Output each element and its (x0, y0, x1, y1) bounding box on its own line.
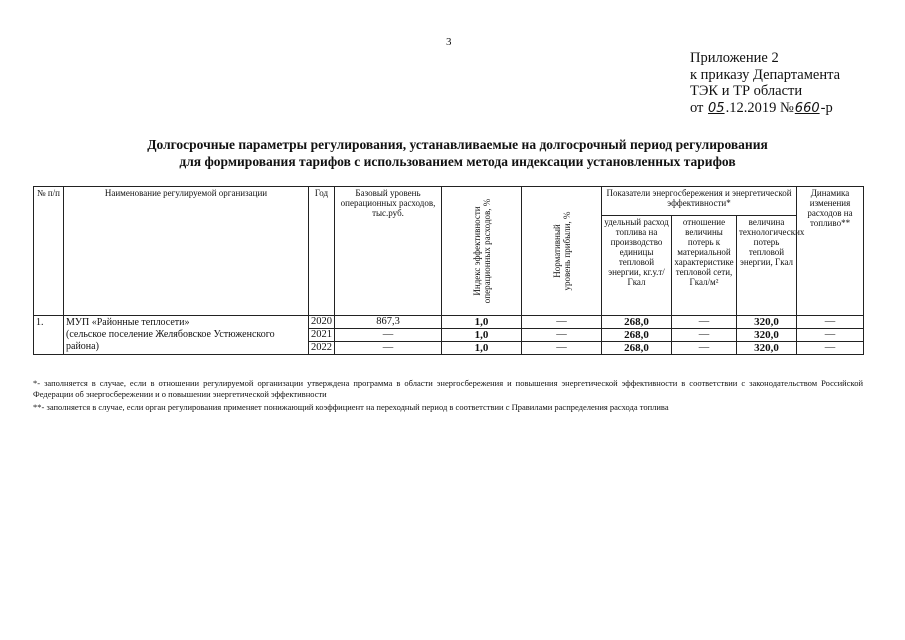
appendix-block (690, 50, 840, 117)
page-number: 3 (446, 36, 452, 48)
header-fuel: удельный расход топлива на производство единицы тепловой энергии, кг.у.т/Гкал (602, 216, 672, 316)
row-year: 2022 (309, 342, 335, 355)
row-fuel: 268,0 (602, 342, 672, 355)
row-index: 1,0 (442, 342, 522, 355)
order-number: 660 (794, 100, 820, 116)
header-base: Базовый уровень операционных расходов, тыс.руб. (335, 187, 442, 316)
header-index-line-2: операционных расходов, % (481, 198, 492, 304)
appendix-line-1: Приложение 2 (690, 50, 779, 66)
row-losses: 320,0 (737, 329, 797, 342)
appendix-date-line (690, 100, 840, 118)
header-ratio: отношение величины потерь к материальной характеристике тепловой сети, Гкал/м² (672, 216, 737, 316)
org-cell (64, 316, 309, 355)
row-num: 1. (34, 316, 64, 355)
row-dynamics: — (797, 316, 864, 329)
date-prefix: от (690, 99, 704, 116)
row-base: — (335, 329, 442, 342)
appendix-line-3: ТЭК и ТР области (690, 83, 803, 99)
row-base: 867,3 (335, 316, 442, 329)
row-year: 2021 (309, 329, 335, 342)
row-ratio: — (672, 329, 737, 342)
row-index: 1,0 (442, 316, 522, 329)
row-dynamics: — (797, 342, 864, 355)
row-profit: — (522, 329, 602, 342)
org-subtitle: (сельское поселение Желябовское Устюженского района) (66, 329, 275, 352)
footnote-2: **- заполняется в случае, если орган регулирования применяет понижающий коэффициент на переходный период в соответствии с Правилами распределения расхода топлива (33, 402, 669, 412)
date-day: 05 (708, 100, 725, 116)
row-base: — (335, 342, 442, 355)
header-row-1 (34, 187, 864, 216)
title-line-2: для формирования тарифов с использованием метода индексации установленных тарифов (179, 154, 736, 169)
header-dynamics: Динамика изменения расходов на топливо** (797, 187, 864, 316)
row-index: 1,0 (442, 329, 522, 342)
row-year: 2020 (309, 316, 335, 329)
header-profit (522, 187, 602, 316)
row-dynamics: — (797, 329, 864, 342)
row-fuel: 268,0 (602, 329, 672, 342)
row-losses: 320,0 (737, 342, 797, 355)
header-org: Наименование регулируемой организации (64, 187, 309, 316)
title-line-1: Долгосрочные параметры регулирования, устанавливаемые на долгосрочный период регулирования (147, 137, 768, 152)
row-losses: 320,0 (737, 316, 797, 329)
header-losses: величина технологических потерь тепловой энергии, Гкал (737, 216, 797, 316)
parameters-table (33, 186, 864, 355)
date-rest: .12.2019 № (725, 99, 794, 116)
table-row (34, 316, 864, 329)
row-profit: — (522, 342, 602, 355)
header-profit-line-2: уровень прибыли, % (561, 211, 572, 291)
row-fuel: 268,0 (602, 316, 672, 329)
header-index (442, 187, 522, 316)
row-ratio: — (672, 316, 737, 329)
order-suffix: -р (820, 99, 833, 116)
org-name: МУП «Районные теплосети» (66, 317, 190, 328)
footnote-1: *- заполняется в случае, если в отношении регулируемой организации утверждена программа в области энергосбережения и повышения энергетической эффективности в соответствии с законодательством Российской Федерации об энергосбережении и о повышении энергетической эффективности (33, 378, 863, 399)
header-profit-line-1: Нормативный (551, 224, 562, 278)
header-year: Год (309, 187, 335, 316)
header-num: № п/п (34, 187, 64, 316)
appendix-line-2: к приказу Департамента (690, 66, 841, 83)
row-ratio: — (672, 342, 737, 355)
row-profit: — (522, 316, 602, 329)
header-energy-group: Показатели энергосбережения и энергетической эффективности* (602, 187, 797, 216)
header-index-line-1: Индекс эффективности (471, 206, 482, 296)
